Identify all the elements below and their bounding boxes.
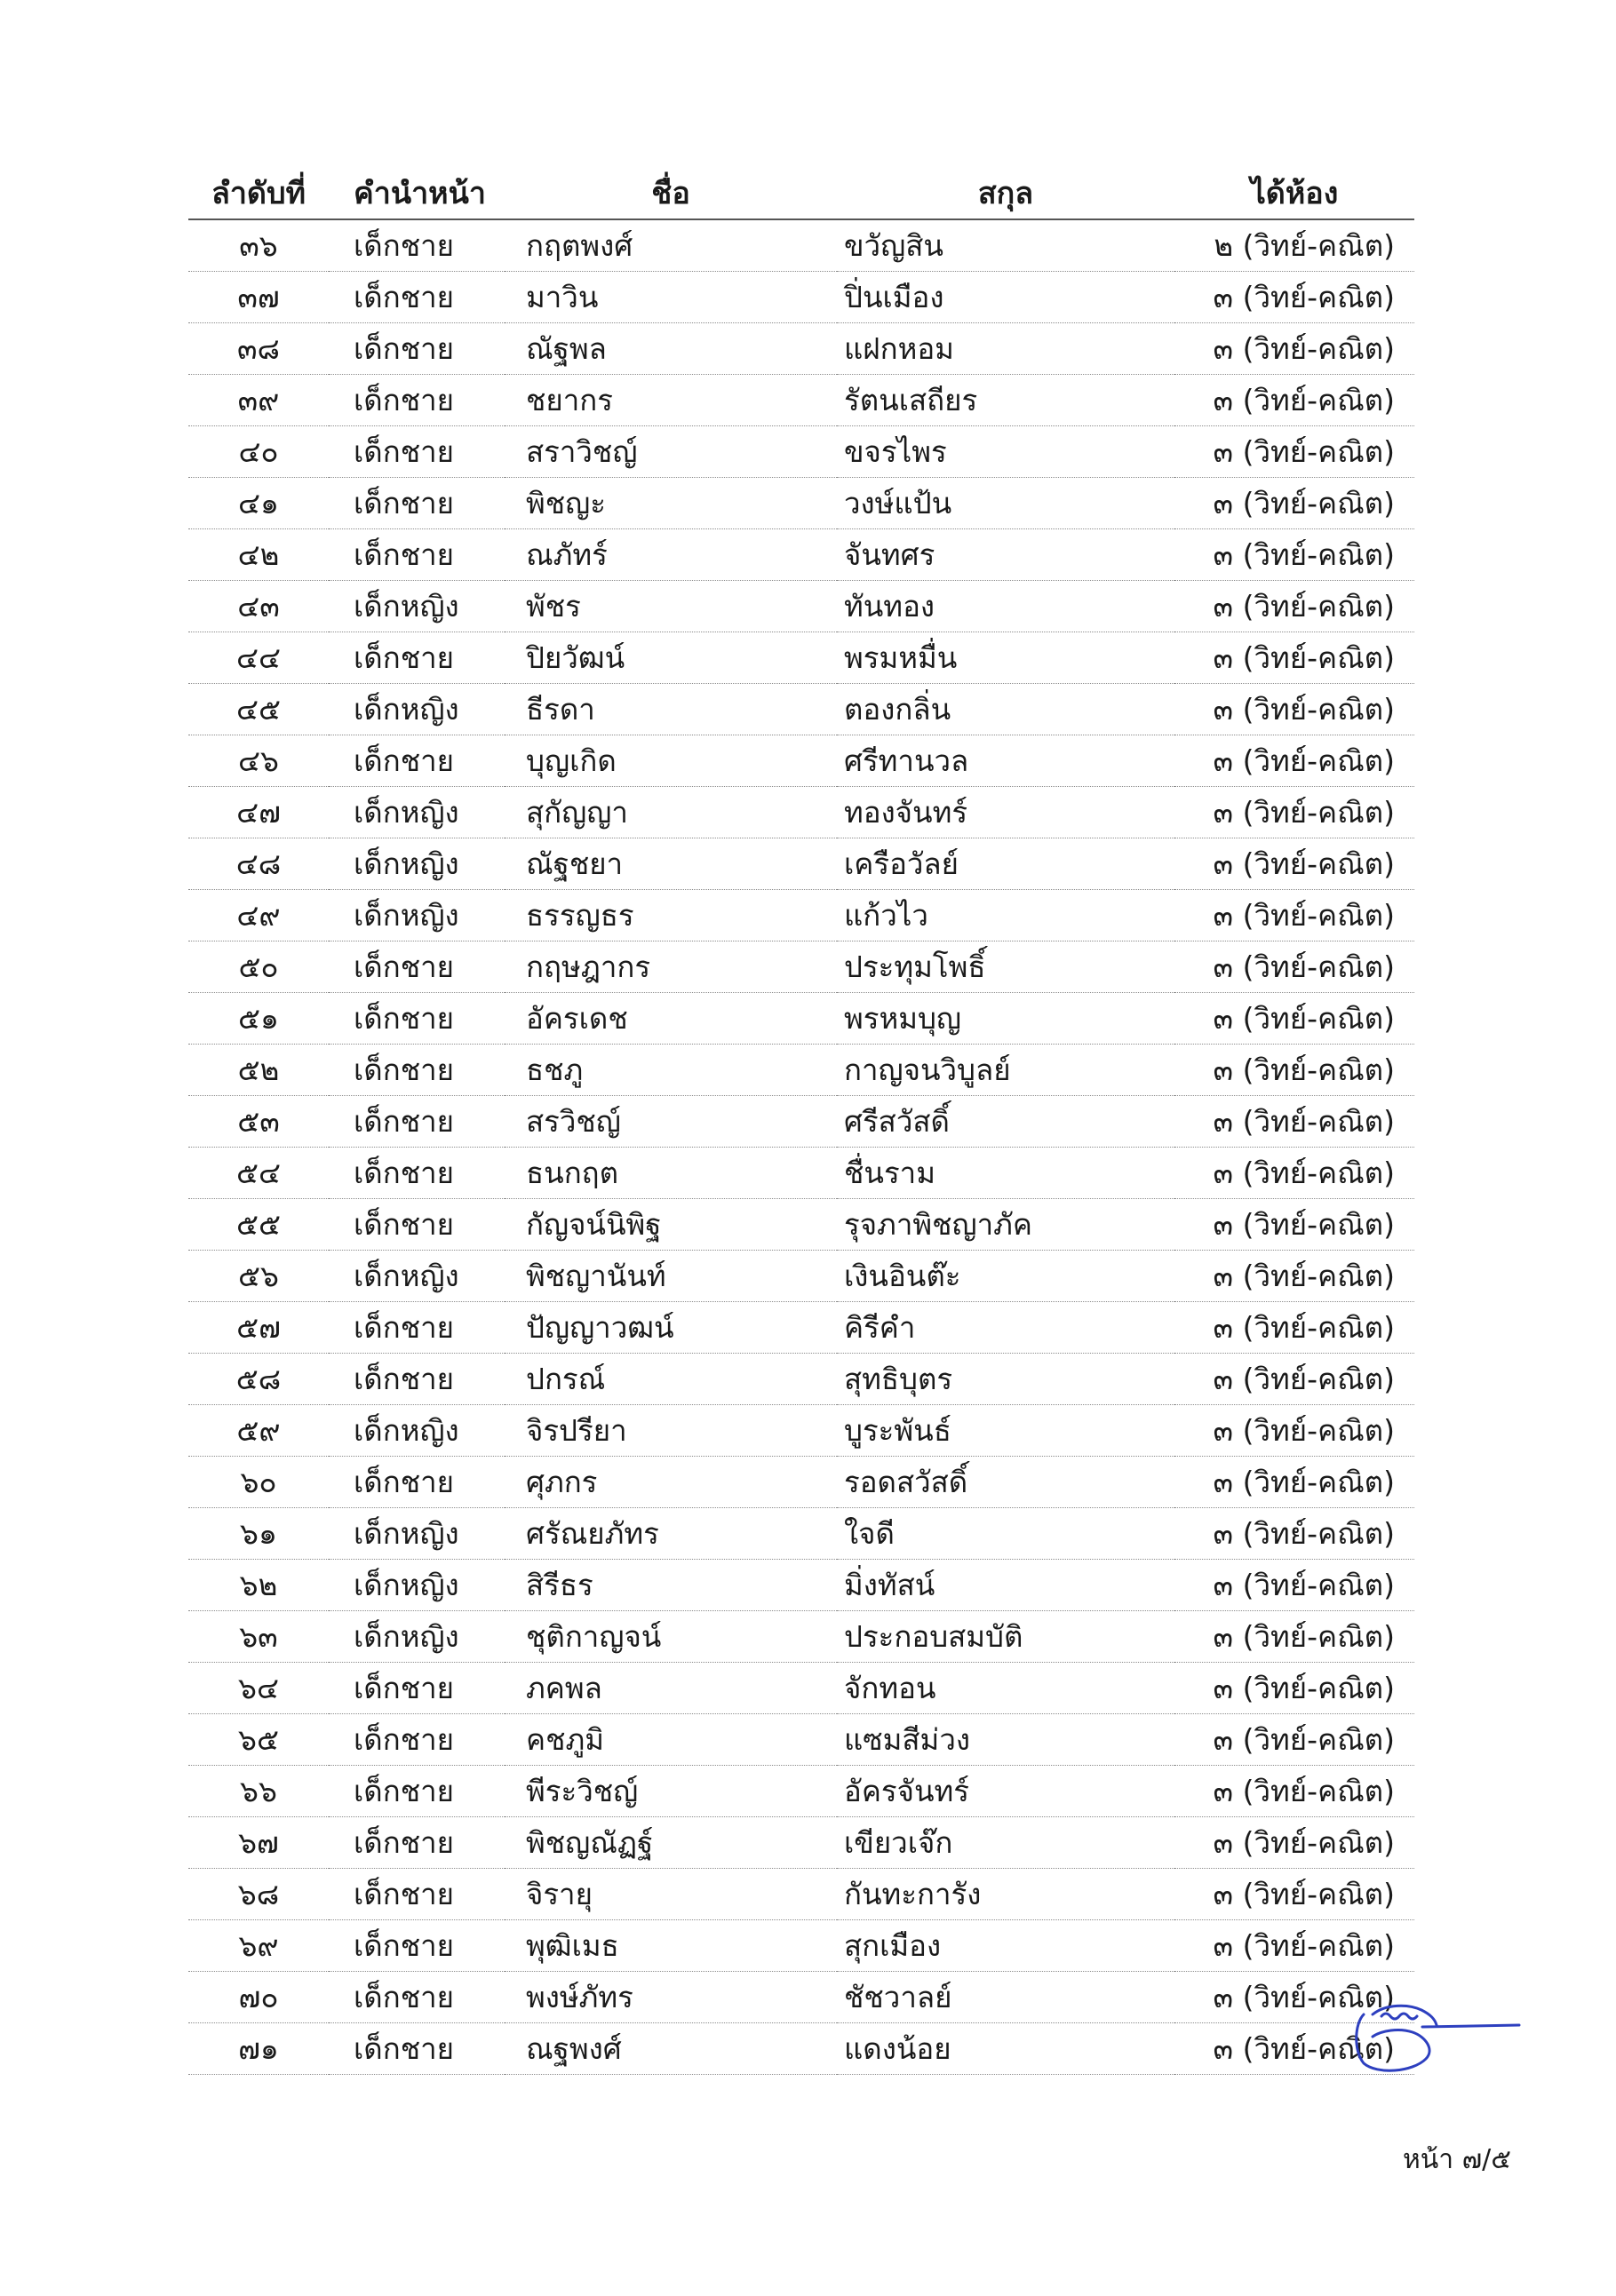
cell-name: ชุติกาญจน์ xyxy=(505,1611,837,1663)
cell-name: ณัฐชยา xyxy=(505,838,837,890)
cell-name: ธีรดา xyxy=(505,684,837,735)
cell-name: ปัญญาวฒน์ xyxy=(505,1302,837,1354)
cell-no: ๗๑ xyxy=(188,2023,329,2075)
table-row xyxy=(188,993,1414,1045)
cell-prefix: เด็กหญิง xyxy=(329,684,505,735)
cell-no: ๖๓ xyxy=(188,1611,329,1663)
cell-room: ๓ (วิทย์-คณิต) xyxy=(1174,1457,1414,1508)
student-room-table xyxy=(188,167,1414,2075)
cell-surname: เงินอินต๊ะ xyxy=(837,1251,1174,1302)
cell-room: ๓ (วิทย์-คณิต) xyxy=(1174,838,1414,890)
cell-surname: ศรีทานวล xyxy=(837,735,1174,787)
cell-surname: วงษ์แป้น xyxy=(837,478,1174,529)
cell-no: ๖๙ xyxy=(188,1920,329,1972)
cell-name: พุฒิเมธ xyxy=(505,1920,837,1972)
cell-prefix: เด็กชาย xyxy=(329,1302,505,1354)
cell-room: ๓ (วิทย์-คณิต) xyxy=(1174,529,1414,581)
cell-room: ๓ (วิทย์-คณิต) xyxy=(1174,1251,1414,1302)
cell-prefix: เด็กชาย xyxy=(329,529,505,581)
cell-prefix: เด็กชาย xyxy=(329,1045,505,1096)
cell-prefix: เด็กชาย xyxy=(329,941,505,993)
cell-prefix: เด็กหญิง xyxy=(329,1508,505,1560)
cell-prefix: เด็กชาย xyxy=(329,1972,505,2023)
table-row xyxy=(188,219,1414,272)
cell-prefix: เด็กชาย xyxy=(329,478,505,529)
cell-surname: รุจภาพิชญาภัค xyxy=(837,1199,1174,1251)
cell-prefix: เด็กชาย xyxy=(329,1457,505,1508)
table-row xyxy=(188,1714,1414,1766)
cell-name: จิรายุ xyxy=(505,1869,837,1920)
table-row xyxy=(188,1663,1414,1714)
cell-no: ๕๙ xyxy=(188,1405,329,1457)
cell-room: ๓ (วิทย์-คณิต) xyxy=(1174,735,1414,787)
cell-surname: ตองกลิ่น xyxy=(837,684,1174,735)
cell-room: ๓ (วิทย์-คณิต) xyxy=(1174,684,1414,735)
cell-surname: รอดสวัสดิ์ xyxy=(837,1457,1174,1508)
cell-name: ธชภู xyxy=(505,1045,837,1096)
cell-room: ๓ (วิทย์-คณิต) xyxy=(1174,1148,1414,1199)
cell-room: ๓ (วิทย์-คณิต) xyxy=(1174,1096,1414,1148)
cell-no: ๖๑ xyxy=(188,1508,329,1560)
cell-prefix: เด็กหญิง xyxy=(329,581,505,632)
cell-surname: ทองจันทร์ xyxy=(837,787,1174,838)
cell-name: ณภัทร์ xyxy=(505,529,837,581)
cell-prefix: เด็กชาย xyxy=(329,219,505,272)
cell-prefix: เด็กหญิง xyxy=(329,787,505,838)
cell-surname: ชัชวาลย์ xyxy=(837,1972,1174,2023)
cell-name: พิชญานันท์ xyxy=(505,1251,837,1302)
page-number: หน้า ๗/๕ xyxy=(1402,2144,1511,2175)
cell-surname: แซมสีม่วง xyxy=(837,1714,1174,1766)
cell-prefix: เด็กชาย xyxy=(329,632,505,684)
cell-prefix: เด็กชาย xyxy=(329,426,505,478)
table-row xyxy=(188,1045,1414,1096)
cell-no: ๕๑ xyxy=(188,993,329,1045)
cell-room: ๓ (วิทย์-คณิต) xyxy=(1174,1354,1414,1405)
cell-surname: ประทุมโพธิ์ xyxy=(837,941,1174,993)
cell-room: ๓ (วิทย์-คณิต) xyxy=(1174,323,1414,375)
table-row xyxy=(188,632,1414,684)
cell-name: พิชญณัฏฐ์ xyxy=(505,1817,837,1869)
cell-no: ๔๐ xyxy=(188,426,329,478)
cell-no: ๕๔ xyxy=(188,1148,329,1199)
table-row xyxy=(188,323,1414,375)
cell-no: ๕๐ xyxy=(188,941,329,993)
cell-surname: ขวัญสิน xyxy=(837,219,1174,272)
table-row xyxy=(188,426,1414,478)
cell-prefix: เด็กชาย xyxy=(329,735,505,787)
cell-name: พัชร xyxy=(505,581,837,632)
cell-no: ๔๙ xyxy=(188,890,329,941)
cell-surname: แก้วไว xyxy=(837,890,1174,941)
cell-surname: พรมหมื่น xyxy=(837,632,1174,684)
cell-prefix: เด็กหญิง xyxy=(329,1560,505,1611)
cell-surname: จักทอน xyxy=(837,1663,1174,1714)
cell-no: ๕๕ xyxy=(188,1199,329,1251)
cell-prefix: เด็กชาย xyxy=(329,2023,505,2075)
cell-name: ณัฐพล xyxy=(505,323,837,375)
cell-surname: รัตนเสถียร xyxy=(837,375,1174,426)
cell-surname: กันทะการัง xyxy=(837,1869,1174,1920)
cell-prefix: เด็กชาย xyxy=(329,1096,505,1148)
cell-no: ๔๔ xyxy=(188,632,329,684)
header-surname: สกุล xyxy=(837,167,1174,219)
cell-prefix: เด็กชาย xyxy=(329,993,505,1045)
cell-room: ๓ (วิทย์-คณิต) xyxy=(1174,581,1414,632)
table-row xyxy=(188,735,1414,787)
cell-name: ปิยวัฒน์ xyxy=(505,632,837,684)
cell-no: ๕๖ xyxy=(188,1251,329,1302)
cell-surname: จันทศร xyxy=(837,529,1174,581)
cell-no: ๓๘ xyxy=(188,323,329,375)
cell-prefix: เด็กหญิง xyxy=(329,890,505,941)
header-room: ได้ห้อง xyxy=(1174,167,1414,219)
cell-room: ๓ (วิทย์-คณิต) xyxy=(1174,1972,1414,2023)
cell-surname: มิ่งทัสน์ xyxy=(837,1560,1174,1611)
table-row xyxy=(188,2023,1414,2075)
cell-no: ๖๐ xyxy=(188,1457,329,1508)
cell-surname: บูระพันธ์ xyxy=(837,1405,1174,1457)
cell-surname: สุทธิบุตร xyxy=(837,1354,1174,1405)
table-row xyxy=(188,1199,1414,1251)
cell-room: ๒ (วิทย์-คณิต) xyxy=(1174,219,1414,272)
table-row xyxy=(188,684,1414,735)
cell-surname: ทันทอง xyxy=(837,581,1174,632)
cell-room: ๓ (วิทย์-คณิต) xyxy=(1174,1508,1414,1560)
cell-no: ๕๓ xyxy=(188,1096,329,1148)
cell-room: ๓ (วิทย์-คณิต) xyxy=(1174,375,1414,426)
cell-prefix: เด็กชาย xyxy=(329,1766,505,1817)
table-row xyxy=(188,272,1414,323)
cell-room: ๓ (วิทย์-คณิต) xyxy=(1174,1199,1414,1251)
table-row xyxy=(188,1096,1414,1148)
cell-prefix: เด็กชาย xyxy=(329,1920,505,1972)
cell-name: พีระวิชญ์ xyxy=(505,1766,837,1817)
cell-room: ๓ (วิทย์-คณิต) xyxy=(1174,890,1414,941)
cell-room: ๓ (วิทย์-คณิต) xyxy=(1174,1663,1414,1714)
cell-no: ๗๐ xyxy=(188,1972,329,2023)
cell-surname: สุกเมือง xyxy=(837,1920,1174,1972)
cell-name: ธนกฤต xyxy=(505,1148,837,1199)
table-row xyxy=(188,1972,1414,2023)
cell-room: ๓ (วิทย์-คณิต) xyxy=(1174,1560,1414,1611)
cell-no: ๖๖ xyxy=(188,1766,329,1817)
cell-name: จิรปรียา xyxy=(505,1405,837,1457)
cell-prefix: เด็กชาย xyxy=(329,323,505,375)
cell-prefix: เด็กชาย xyxy=(329,1714,505,1766)
header-no: ลำดับที่ xyxy=(188,167,329,219)
cell-no: ๔๗ xyxy=(188,787,329,838)
table-header-row xyxy=(188,167,1414,219)
table-row xyxy=(188,581,1414,632)
header-prefix: คำนำหน้า xyxy=(329,167,505,219)
cell-room: ๓ (วิทย์-คณิต) xyxy=(1174,1817,1414,1869)
table-row xyxy=(188,1457,1414,1508)
cell-name: อัครเดช xyxy=(505,993,837,1045)
cell-name: กฤตพงศ์ xyxy=(505,219,837,272)
cell-prefix: เด็กชาย xyxy=(329,1817,505,1869)
table-row xyxy=(188,838,1414,890)
cell-surname: กาญจนวิบูลย์ xyxy=(837,1045,1174,1096)
cell-no: ๔๑ xyxy=(188,478,329,529)
cell-name: สิรีธร xyxy=(505,1560,837,1611)
cell-room: ๓ (วิทย์-คณิต) xyxy=(1174,2023,1414,2075)
table-row xyxy=(188,941,1414,993)
cell-surname: ประกอบสมบัติ xyxy=(837,1611,1174,1663)
table-row xyxy=(188,1148,1414,1199)
table-row xyxy=(188,787,1414,838)
cell-no: ๕๗ xyxy=(188,1302,329,1354)
table-row xyxy=(188,1869,1414,1920)
cell-room: ๓ (วิทย์-คณิต) xyxy=(1174,478,1414,529)
cell-name: ธรรญธร xyxy=(505,890,837,941)
cell-room: ๓ (วิทย์-คณิต) xyxy=(1174,1045,1414,1096)
table-row xyxy=(188,1766,1414,1817)
cell-surname: เครือวัลย์ xyxy=(837,838,1174,890)
table-row xyxy=(188,1560,1414,1611)
cell-prefix: เด็กชาย xyxy=(329,272,505,323)
cell-name: พิชญะ xyxy=(505,478,837,529)
cell-surname: ศรีสวัสดิ์ xyxy=(837,1096,1174,1148)
cell-prefix: เด็กชาย xyxy=(329,1354,505,1405)
cell-name: กัญจน์นิพิฐ xyxy=(505,1199,837,1251)
cell-surname: เขียวเจ๊ก xyxy=(837,1817,1174,1869)
cell-no: ๖๒ xyxy=(188,1560,329,1611)
cell-prefix: เด็กชาย xyxy=(329,1148,505,1199)
cell-no: ๓๙ xyxy=(188,375,329,426)
cell-name: สราวิชญ์ xyxy=(505,426,837,478)
cell-room: ๓ (วิทย์-คณิต) xyxy=(1174,1920,1414,1972)
signature-image xyxy=(1337,1988,1524,2077)
cell-name: บุญเกิด xyxy=(505,735,837,787)
cell-room: ๓ (วิทย์-คณิต) xyxy=(1174,426,1414,478)
cell-prefix: เด็กหญิง xyxy=(329,1611,505,1663)
cell-no: ๕๒ xyxy=(188,1045,329,1096)
table-row xyxy=(188,1817,1414,1869)
cell-surname: แฝกหอม xyxy=(837,323,1174,375)
cell-no: ๖๗ xyxy=(188,1817,329,1869)
table-row xyxy=(188,1354,1414,1405)
cell-prefix: เด็กชาย xyxy=(329,1199,505,1251)
table-body xyxy=(188,219,1414,2075)
cell-name: สุกัญญา xyxy=(505,787,837,838)
cell-room: ๓ (วิทย์-คณิต) xyxy=(1174,1869,1414,1920)
cell-no: ๓๗ xyxy=(188,272,329,323)
cell-surname: แดงน้อย xyxy=(837,2023,1174,2075)
cell-prefix: เด็กหญิง xyxy=(329,1251,505,1302)
cell-room: ๓ (วิทย์-คณิต) xyxy=(1174,787,1414,838)
cell-name: ณฐพงศ์ xyxy=(505,2023,837,2075)
cell-surname: ใจดี xyxy=(837,1508,1174,1560)
cell-name: ภคพล xyxy=(505,1663,837,1714)
cell-prefix: เด็กชาย xyxy=(329,375,505,426)
table-row xyxy=(188,1251,1414,1302)
cell-prefix: เด็กหญิง xyxy=(329,1405,505,1457)
cell-no: ๔๖ xyxy=(188,735,329,787)
cell-no: ๖๘ xyxy=(188,1869,329,1920)
cell-room: ๓ (วิทย์-คณิต) xyxy=(1174,1714,1414,1766)
table-row xyxy=(188,529,1414,581)
cell-surname: ชื่นราม xyxy=(837,1148,1174,1199)
cell-name: ปกรณ์ xyxy=(505,1354,837,1405)
cell-room: ๓ (วิทย์-คณิต) xyxy=(1174,272,1414,323)
cell-name: มาวิน xyxy=(505,272,837,323)
table-row xyxy=(188,1508,1414,1560)
table-row xyxy=(188,890,1414,941)
cell-no: ๖๕ xyxy=(188,1714,329,1766)
cell-name: ศุภกร xyxy=(505,1457,837,1508)
cell-prefix: เด็กหญิง xyxy=(329,838,505,890)
cell-name: คชภูมิ xyxy=(505,1714,837,1766)
cell-name: สรวิชญ์ xyxy=(505,1096,837,1148)
table-row xyxy=(188,1920,1414,1972)
cell-no: ๔๒ xyxy=(188,529,329,581)
cell-room: ๓ (วิทย์-คณิต) xyxy=(1174,1302,1414,1354)
cell-prefix: เด็กชาย xyxy=(329,1869,505,1920)
cell-room: ๓ (วิทย์-คณิต) xyxy=(1174,1405,1414,1457)
table-row xyxy=(188,1405,1414,1457)
table-row xyxy=(188,375,1414,426)
cell-name: ศรัณยภัทร xyxy=(505,1508,837,1560)
cell-no: ๓๖ xyxy=(188,219,329,272)
cell-room: ๓ (วิทย์-คณิต) xyxy=(1174,993,1414,1045)
cell-surname: คิรีคำ xyxy=(837,1302,1174,1354)
header-name: ชื่อ xyxy=(505,167,837,219)
cell-no: ๔๕ xyxy=(188,684,329,735)
cell-surname: อัครจันทร์ xyxy=(837,1766,1174,1817)
cell-name: ชยากร xyxy=(505,375,837,426)
cell-name: กฤษฎากร xyxy=(505,941,837,993)
cell-no: ๔๘ xyxy=(188,838,329,890)
cell-room: ๓ (วิทย์-คณิต) xyxy=(1174,1611,1414,1663)
cell-prefix: เด็กชาย xyxy=(329,1663,505,1714)
cell-room: ๓ (วิทย์-คณิต) xyxy=(1174,1766,1414,1817)
cell-no: ๔๓ xyxy=(188,581,329,632)
cell-surname: พรหมบุญ xyxy=(837,993,1174,1045)
cell-room: ๓ (วิทย์-คณิต) xyxy=(1174,941,1414,993)
cell-name: พงษ์ภัทร xyxy=(505,1972,837,2023)
table-row xyxy=(188,478,1414,529)
cell-no: ๖๔ xyxy=(188,1663,329,1714)
table-row xyxy=(188,1302,1414,1354)
cell-no: ๕๘ xyxy=(188,1354,329,1405)
cell-surname: ปิ่นเมือง xyxy=(837,272,1174,323)
cell-surname: ขจรไพร xyxy=(837,426,1174,478)
cell-room: ๓ (วิทย์-คณิต) xyxy=(1174,632,1414,684)
table-row xyxy=(188,1611,1414,1663)
